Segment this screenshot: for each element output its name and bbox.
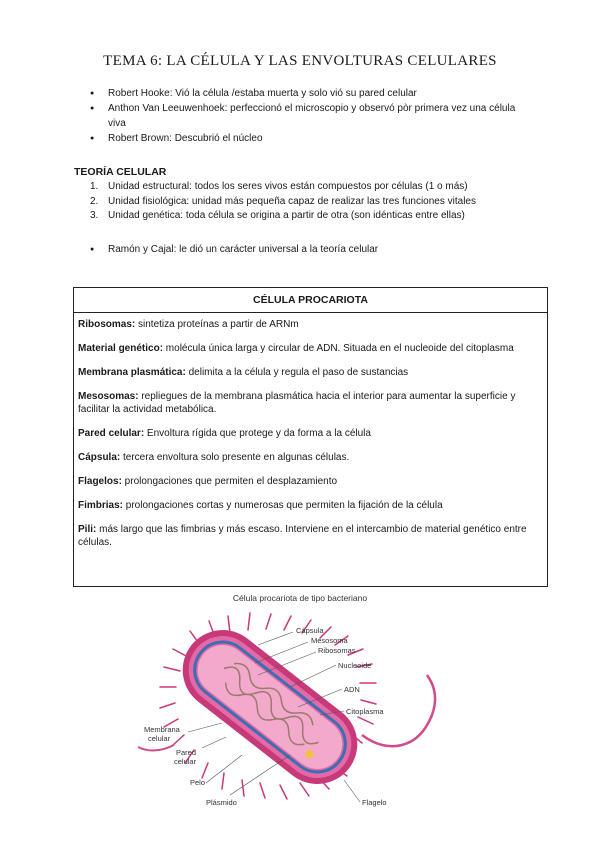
label-membrana-2: celular [148,734,171,743]
table-row [78,451,543,464]
term: Pared celular: [78,428,145,439]
term: Cápsula: [78,452,121,463]
label-nucleoide: Nucleoide [338,661,372,670]
term: Fimbrias: [78,500,124,511]
label-membrana: Membrana [144,725,180,734]
label-pelo: Pelo [190,778,206,787]
table-row [78,390,543,416]
label-ribosomas: Ribosomas [318,646,356,655]
label-pared-2: celular [174,757,197,766]
table-row [78,475,543,488]
list-item: ● Robert Brown: Descubrió el núcleo [90,131,530,146]
list-item: ● Ramón y Cajal: le dió un carácter universal a la teoría celular [90,242,378,257]
label-citoplasma: Citoplasma [346,707,384,716]
list-item [90,209,476,224]
definition: delimita a la célula y regula el paso de sustancias [185,367,409,378]
table-row [78,499,543,512]
item-text: Unidad genética: toda célula se origina a partir de otra (son idénticas entre ellas) [108,210,465,221]
term: Pili: [78,524,97,535]
page-title: TEMA 6: LA CÉLULA Y LAS ENVOLTURAS CELULARES [103,53,497,69]
term: Ribosomas: [78,319,136,330]
label-pared: Pared [176,748,197,757]
list-item: ● Robert Hooke: Vió la célula /estaba muerta y solo vió su pared celular [90,86,530,101]
definition: prolongaciones que permiten el desplazamiento [121,476,338,487]
term: Material genético: [78,343,164,354]
figure-caption: Célula procariota de tipo bacteriano [232,593,368,603]
table-row [78,523,543,549]
definition: prolongaciones cortas y numerosas que permiten la fijación de la célula [123,500,443,511]
section-heading: TEORÍA CELULAR [74,166,167,178]
table-row [78,318,543,331]
term: Membrana plasmática: [78,367,186,378]
list-item: ● Anthon Van Leeuwenhoek: perfeccionó el microscopio y observó pòr primera vez una célula viva [90,101,530,131]
label-mesosoma: Mesosoma [311,636,348,645]
definition: Envoltura rígida que protege y da forma a la célula [144,428,371,439]
definition: tercera envoltura solo presente en algunas células. [120,452,350,463]
label-plasmido: Plásmido [206,798,237,807]
list-item [90,195,476,210]
list-item [90,180,476,195]
bacterium-diagram [130,605,470,815]
history-list [90,86,530,146]
table-heading: CÉLULA PROCARIOTA [74,288,547,313]
term: Flagelos: [78,476,122,487]
label-adn: ADN [344,685,360,694]
definition: repliegues de la membrana plasmática hacia el interior para aumentar la superficie y facilitar la actividad metabólica. [78,391,516,415]
theory-list [90,180,476,224]
item-number: 3. [90,210,99,221]
item-number: 1. [90,181,99,192]
pilus [138,745,174,751]
item-text: Unidad fisiológica: unidad más pequeña capaz de realizar las tres funciones vitales [108,195,476,207]
label-flagelo: Flagelo [362,798,387,807]
table-rows [74,313,547,549]
label-capsula: Cápsula [296,626,324,635]
table-row [78,342,543,355]
term: Mesosomas: [78,391,139,402]
definition: molécula única larga y circular de ADN. Situada en el nucleoide del citoplasma [163,343,514,354]
definition: sintetiza proteínas a partir de ARNm [135,319,299,330]
table-row [78,427,543,440]
item-number: 2. [90,195,99,207]
item-text: Unidad estructural: todos los seres vivos están compuestos por células (1 o más) [108,181,468,192]
procaryote-table [73,287,548,587]
table-row [78,366,543,379]
definition: más largo que las fimbrias y más escaso. Interviene en el intercambio de material genético entre células. [78,524,527,548]
note-list [90,242,378,257]
